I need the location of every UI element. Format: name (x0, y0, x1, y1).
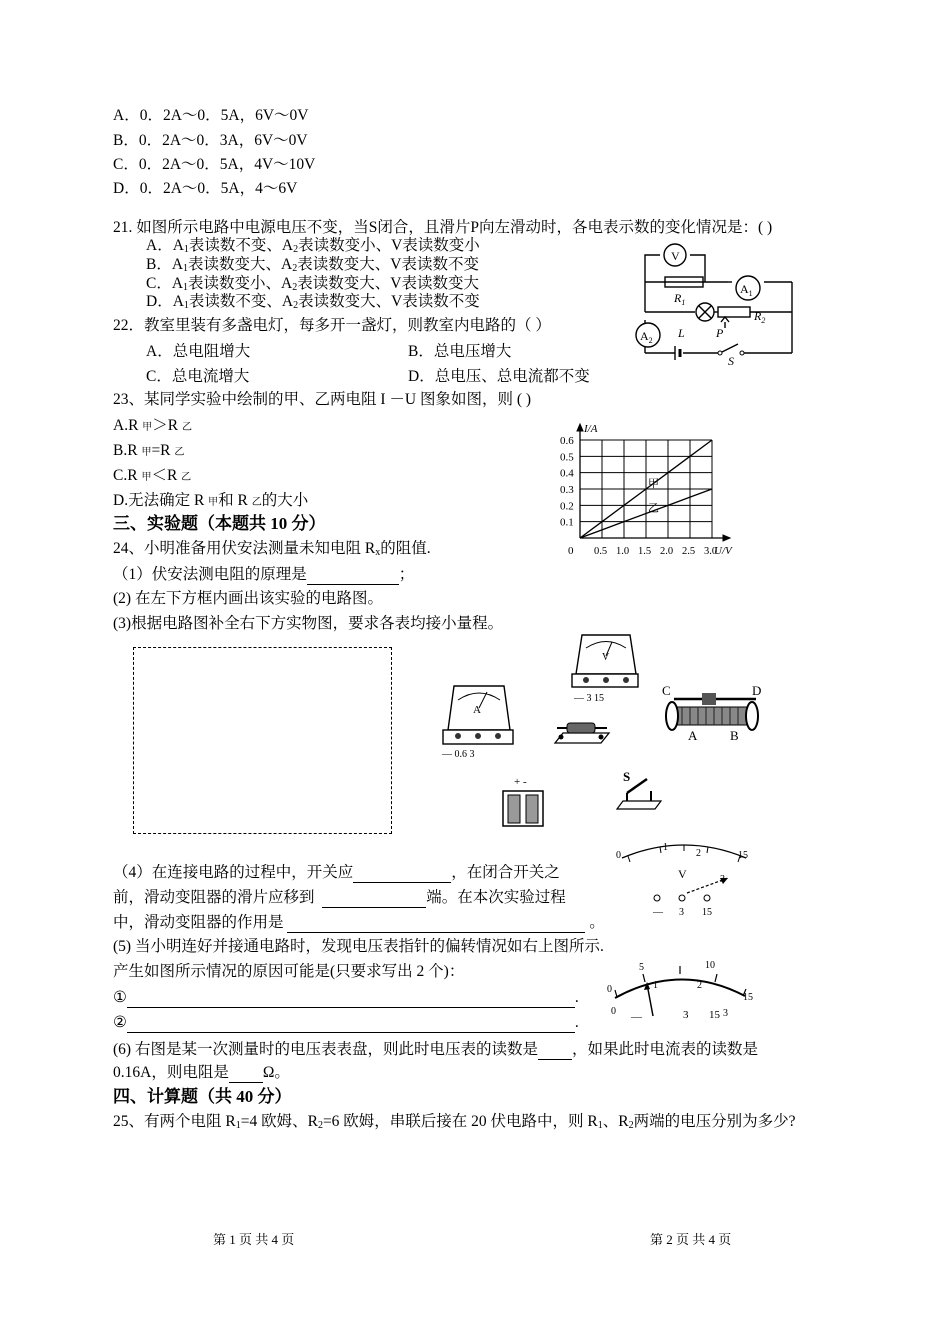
q22-option-b: B．总电压增大 (408, 343, 512, 360)
x-tick-label: 2.0 (660, 546, 674, 557)
meter1-terminal-3: 3 (679, 907, 684, 918)
answer-blank[interactable] (322, 887, 426, 908)
series-label-1: 甲 (648, 478, 659, 490)
rheostat-label-c: C (662, 683, 671, 698)
y-axis-arrow (577, 424, 583, 431)
resistor-apparatus (553, 713, 611, 747)
x-tick-label: 1.0 (616, 546, 630, 557)
section-4-heading: 四、计算题（共 40 分） (113, 1087, 292, 1106)
meter1-scale-1: 1 (663, 842, 668, 853)
meter1-terminal-15: 15 (702, 907, 712, 918)
q23-option-b: B.R 甲=R 乙 (113, 442, 185, 459)
circuit-label-p: P (716, 326, 724, 340)
q24-part-3: (3)根据电路图补全右下方实物图，要求各表均接小量程。 (113, 615, 504, 632)
rheostat-label-b: B (730, 728, 739, 743)
q24-part-4-line2: 前，滑动变阻器的滑片应移到 端。在本次实验过程 (113, 889, 566, 906)
meter1-letter: V (678, 867, 687, 881)
chart-x-axis-label: U/V (714, 545, 732, 557)
ammeter-terminals: — 0.6 3 (442, 749, 475, 760)
answer-blank[interactable] (538, 1039, 572, 1060)
footer-page-1: 第 1 页 共 4 页 (213, 1232, 295, 1247)
circuit-label-r1: $R_1$ (674, 291, 686, 307)
voltmeter-apparatus (570, 632, 642, 704)
circuit-label-v: V (671, 249, 680, 263)
x-tick-label: 1.5 (638, 546, 652, 557)
voltmeter-dial-2 (605, 958, 765, 1030)
chart-origin-label: 0 (568, 545, 574, 557)
rheostat-apparatus (660, 683, 770, 743)
meter2-small-2: 2 (697, 980, 702, 991)
x-tick-label: 3.0 (704, 546, 718, 557)
q24-part-2: (2) 在左下方框内画出该实验的电路图。 (113, 590, 383, 607)
meter1-terminal-neg: — (653, 907, 663, 918)
section-3-heading: 三、实验题（本题共 10 分） (113, 514, 326, 533)
voltmeter-dial-1 (612, 838, 760, 923)
footer-page-2: 第 2 页 共 4 页 (650, 1232, 732, 1247)
meter2-scale-0: 0 (607, 984, 612, 995)
q23-option-c: C.R 甲＜R 乙 (113, 467, 192, 484)
meter2-terminal-15: 15 (709, 1009, 720, 1021)
iu-chart (555, 420, 735, 560)
q24-part-4-line3: 中，滑动变阻器的作用是 。 (113, 914, 605, 931)
battery-terminals: + - (514, 776, 527, 788)
q24-stem: 24、小明准备用伏安法测量未知电阻 $R_x$的阻值. (113, 540, 431, 558)
answer-blank[interactable] (307, 564, 399, 585)
y-tick-label: 0.6 (560, 435, 574, 447)
ammeter-apparatus (440, 680, 515, 762)
answer-blank[interactable] (127, 1012, 575, 1033)
q23-option-d: D.无法确定 R 甲和 R 乙的大小 (113, 492, 309, 509)
q24-part-5-line2: 产生如图所示情况的原因可能是(只要求写出 2 个)： (113, 963, 465, 980)
y-tick-label: 0.1 (560, 516, 574, 529)
meter2-terminal-neg: — (631, 1011, 642, 1023)
x-tick-label: 0.5 (594, 546, 608, 557)
y-tick-label: 0.4 (560, 467, 574, 480)
meter1-scale-15: 15 (738, 850, 748, 861)
q22-option-a: A．总电阻增大 (146, 343, 251, 360)
q23-stem: 23、某同学实验中绘制的甲、乙两电阻 I －U 图象如图，则 ( ) (113, 391, 532, 408)
q24-part-6-line1: (6) 右图是某一次测量时的电压表表盘，则此时电压表的读数是 ，如果此时电流表的读数是 (113, 1041, 758, 1058)
meter2-small-3: 3 (723, 1008, 728, 1019)
y-tick-label: 0.2 (560, 500, 574, 513)
q21-stem: 21. 如图所示电路中电源电压不变，当S闭合，且滑片P向左滑动时，各电表示数的变化情况是：( ) (113, 219, 773, 236)
answer-blank[interactable] (353, 862, 451, 883)
q22-stem: 22．教室里装有多盏电灯，每多开一盏灯，则教室内电路的（ ） (113, 317, 551, 334)
meter2-scale-5: 5 (639, 962, 644, 973)
rheostat-label-d: D (752, 683, 762, 698)
answer-blank[interactable] (287, 912, 585, 933)
circuit-label-l: L (678, 326, 685, 340)
answer-blank[interactable] (127, 987, 575, 1008)
q21-option-d: D．$A_1$表读数不变、$A_2$表读数变大、V表读数不变 (146, 293, 480, 311)
meter2-terminal-3: 3 (683, 1009, 689, 1021)
switch-label: S (623, 769, 631, 784)
q21-option-b: B．$A_1$表读数变大、$A_2$表读数变大、V表读数不变 (146, 256, 479, 274)
meter1-scale-0: 0 (616, 850, 621, 861)
q20-option-d: D．0．2A～0．5A，4～6V (113, 180, 298, 197)
chart-y-axis-label: I/A (584, 423, 598, 435)
answer-blank[interactable] (229, 1062, 263, 1083)
q22-option-c: C．总电流增大 (146, 368, 250, 385)
circuit-diagram (630, 240, 810, 375)
ammeter-letter: A (473, 704, 481, 716)
q21-option-a: A．$A_1$表读数不变、$A_2$表读数变小、V表读数变小 (146, 237, 480, 255)
circuit-label-a2: $A_2$ (640, 329, 653, 345)
y-tick-label: 0.5 (560, 451, 574, 464)
q20-option-a: A．0．2A～0．5A，6V～0V (113, 107, 309, 124)
meter2-scale-15: 15 (743, 992, 753, 1003)
q24-part-5-answer-2: ② . (113, 1014, 579, 1031)
y-tick-label: 0.3 (560, 484, 574, 496)
q21-option-c: C．$A_1$表读数变小、$A_2$表读数变大、V表读数变大 (146, 275, 479, 293)
series-label-2: 乙 (648, 502, 659, 515)
q24-part-6-line2: 0.16A，则电阻是 Ω。 (113, 1064, 290, 1081)
q22-option-d: D．总电压、总电流都不变 (408, 368, 590, 385)
circuit-drawing-box[interactable] (133, 647, 392, 834)
rheostat-label-a: A (688, 728, 698, 743)
x-axis-arrow (723, 535, 730, 541)
q24-part-1: （1）伏安法测电阻的原理是 ； (113, 566, 415, 583)
q23-option-a: A.R 甲＞R 乙 (113, 417, 193, 434)
circuit-label-r2: $R_2$ (754, 309, 766, 325)
switch-apparatus (615, 767, 663, 812)
q25-stem: 25、有两个电阻 $R_1=4$ 欧姆、$R_2=6$ 欧姆，串联后接在 20 伏电路中，则 $R_1$、$R_2$两端的电压分别为多少? (113, 1113, 796, 1131)
meter2-scale-10: 10 (705, 960, 715, 971)
meter2-small-0: 0 (611, 1006, 616, 1017)
q20-option-c: C．0．2A～0．5A，4V～10V (113, 156, 316, 173)
voltmeter-letter: V (602, 652, 610, 663)
voltmeter-terminals: — 3 15 (574, 693, 604, 704)
battery-apparatus (500, 775, 548, 830)
meter1-scale-2: 2 (696, 848, 701, 859)
circuit-label-s: S (728, 354, 734, 368)
q24-part-5-answer-1: ① . (113, 989, 579, 1006)
q24-part-4-line1: （4）在连接电路的过程中，开关应 ，在闭合开关之 (113, 864, 560, 881)
q24-part-5-line1: (5) 当小明连好并接通电路时，发现电压表指针的偏转情况如右上图所示. (113, 938, 604, 955)
circuit-label-a1: $A_1$ (740, 282, 753, 298)
meter2-small-1: 1 (653, 980, 658, 991)
x-tick-label: 2.5 (682, 546, 696, 557)
q20-option-b: B．0．2A～0．3A，6V～0V (113, 132, 308, 149)
